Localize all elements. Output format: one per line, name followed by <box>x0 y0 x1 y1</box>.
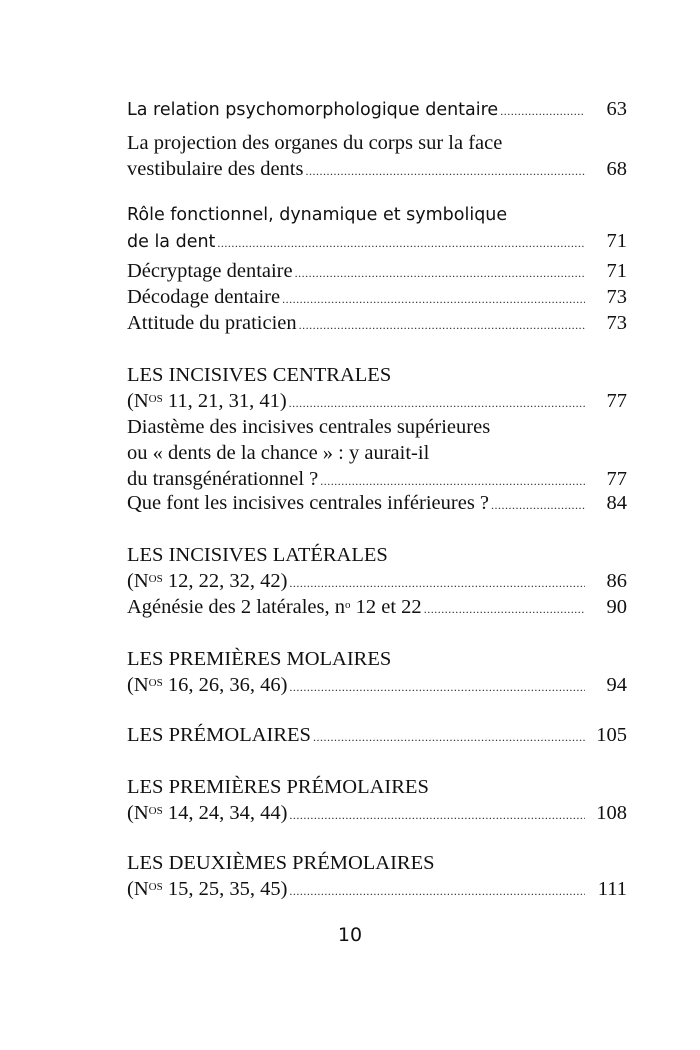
toc-entry-page: 86 <box>606 570 627 592</box>
dot-leader <box>299 312 585 338</box>
toc-entry-title: La relation psychomorphologique dentaire <box>127 100 499 120</box>
toc-entry-title: de la dent <box>127 232 216 252</box>
toc-entry-page: 77 <box>606 390 627 412</box>
toc-entry-page: 77 <box>606 468 627 490</box>
toc-entry-page: 73 <box>606 286 627 308</box>
toc-entry <box>127 258 627 284</box>
toc-entry: LES PREMIÈRES PRÉMOLAIRES ($N^{OS}$ 14, 24, 34, 44) ..... 108 <box>127 774 627 826</box>
toc-entry-title: Décryptage dentaire <box>127 260 293 282</box>
toc-entry-page: 94 <box>606 674 627 696</box>
dot-leader <box>217 230 585 256</box>
toc-entry <box>127 490 627 516</box>
dot-leader <box>282 286 585 312</box>
dot-leader <box>424 596 585 622</box>
dot-leader <box>289 390 585 416</box>
toc-entry-title: Rôle fonctionnel, dynamique et symbolique <box>127 205 508 225</box>
toc-entry <box>127 310 627 336</box>
toc-section-title: LES PRÉMOLAIRES <box>127 724 311 746</box>
dot-leader <box>289 802 585 828</box>
toc-entry-page: 68 <box>606 158 627 180</box>
dot-leader <box>305 158 585 184</box>
dot-leader <box>289 570 585 596</box>
toc-entry-page: 108 <box>596 802 627 824</box>
toc-entry <box>127 202 627 254</box>
toc-entry-page: 73 <box>606 312 627 334</box>
toc-entry-title: Décodage dentaire <box>127 286 281 308</box>
page-number: 10 <box>337 924 363 946</box>
toc-entry-page: 90 <box>606 596 627 618</box>
toc-entry-title: Que font les incisives centrales inférieures ? <box>127 492 490 514</box>
toc-section-title: LES DEUXIÈMES PRÉMOLAIRES <box>127 852 435 874</box>
toc-entry <box>127 414 627 492</box>
toc-entry-title: La projection des organes du corps sur la face <box>127 132 503 154</box>
toc-section-title: LES INCISIVES CENTRALES <box>127 364 392 386</box>
dot-leader <box>491 492 585 518</box>
toc-entry-page: 71 <box>606 260 627 282</box>
toc-entry: LES PREMIÈRES MOLAIRES ($N^{OS}$ 16, 26, 36, 46) ..... 94 <box>127 646 627 698</box>
toc-entry: LES INCISIVES CENTRALES ($N^{OS}$ 11, 21, 31, 41) ..... 77 <box>127 362 627 414</box>
toc-entry <box>127 96 627 122</box>
toc-entry-page: 63 <box>606 98 627 120</box>
toc-entry-page: 111 <box>597 878 627 900</box>
toc-entry-title: ou « dents de la chance » : y aurait-il <box>127 442 430 464</box>
dot-leader <box>313 724 585 750</box>
toc-entry-page: 105 <box>596 724 627 746</box>
toc-entry <box>127 130 627 182</box>
toc-section-title: LES PREMIÈRES PRÉMOLAIRES <box>127 776 429 798</box>
toc-entry-page: 84 <box>606 492 627 514</box>
toc-section-title: LES PREMIÈRES MOLAIRES <box>127 648 392 670</box>
toc-entry: LES DEUXIÈMES PRÉMOLAIRES ($N^{OS}$ 15, 25, 35, 45) ..... 111 <box>127 850 627 902</box>
toc-entry <box>127 284 627 310</box>
toc-entry-title: du transgénérationnel ? <box>127 468 319 490</box>
toc-entry-page: 71 <box>606 230 627 252</box>
toc-entry: Agénésie des 2 latérales, $n^o$ 12 et 22 ..... 90 <box>127 594 627 620</box>
toc-entry-title: Diastème des incisives centrales supérieures <box>127 416 491 438</box>
toc-entry-title: vestibulaire des dents <box>127 158 304 180</box>
dot-leader <box>289 878 585 904</box>
toc-entry: LES INCISIVES LATÉRALES ($N^{OS}$ 12, 22, 32, 42) ..... 86 <box>127 542 627 594</box>
toc-entry <box>127 722 627 748</box>
toc-entry-title: Attitude du praticien <box>127 312 297 334</box>
dot-leader <box>500 98 585 124</box>
dot-leader <box>289 674 585 700</box>
toc-section-title: LES INCISIVES LATÉRALES <box>127 544 388 566</box>
dot-leader <box>295 260 585 286</box>
